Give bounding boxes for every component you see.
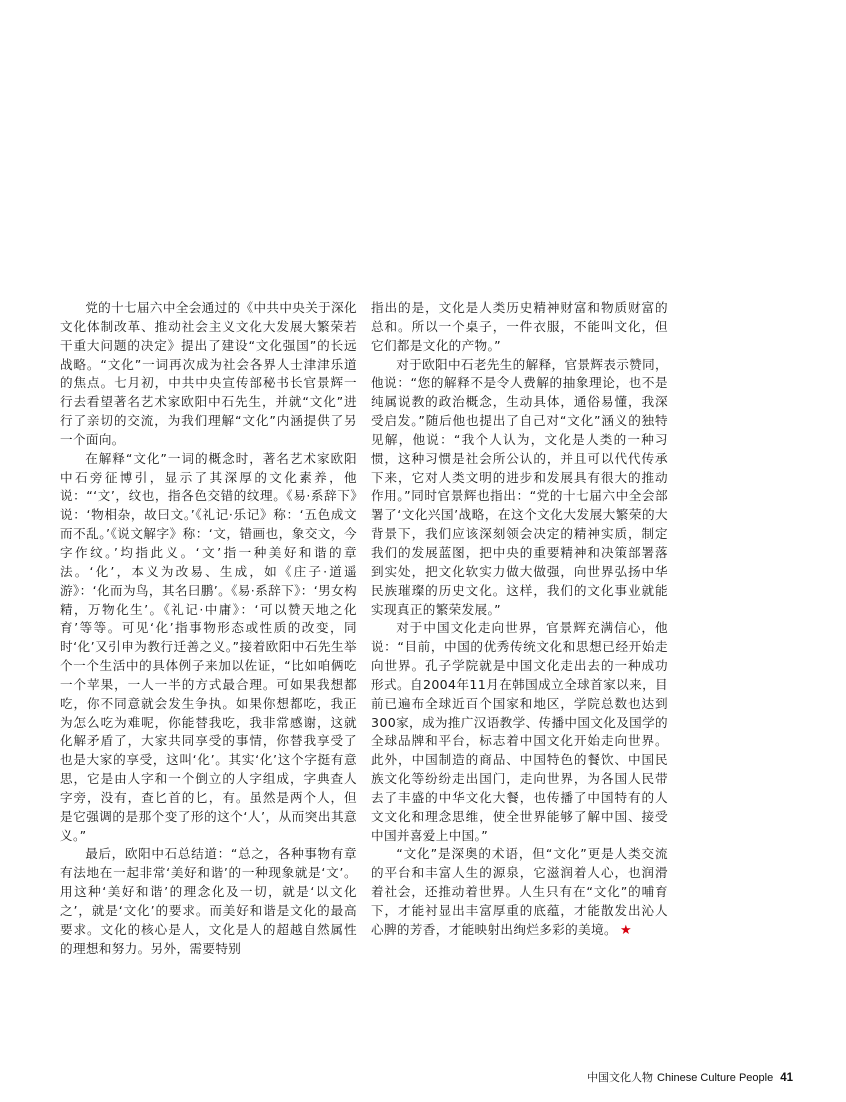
- journal-name-en: Chinese Culture People: [657, 1072, 774, 1084]
- paragraph-culture-goes-global: 对于中国文化走向世界，官景辉充满信心，他说：“目前，中国的优秀传统文化和思想已经开始走向世界。孔子学院就是中国文化走出去的一种成功形式。自2004年11月在韩国成立全球首家以来，目前已遍布全球近百个国家和地区，学院总数也达到300家，成为推广汉语教学、传播中国文化及国学的全球品牌和平台，标志着中国文化开始走向世界。此外，中国制造的商品、中国特色的餐饮、中国民族文化等纷纷走出国门，走向世界，为各国人民带去了丰盛的中华文化大餐，也传播了中国特有的人文文化和理念思维，使全世界能够了解中国、接受中国并喜爱上中国。”: [371, 620, 668, 843]
- paragraph-intro: 党的十七届六中全会通过的《中共中央关于深化文化体制改革、推动社会主义文化大发展大繁荣若干重大问题的决定》提出了建设“文化强国”的长远战略。“文化”一词再次成为社会各界人士津津乐道的焦点。七月初，中共中央宣传部秘书长官景辉一行去看望著名艺术家欧阳中石先生，并就“文化”进行了亲切的交流，为我们理解“文化”内涵提供了另一个面向。: [60, 300, 358, 447]
- article-right-column: [371, 299, 668, 941]
- paragraph-closing-text: “文化”是深奥的术语，但“文化”更是人类交流的平台和丰富人生的源泉，它滋润着人心，也润滑着社会，还推动着世界。人生只有在“文化”的哺育下，才能衬显出丰富厚重的底蕴，才能散发出沁人心脾的芳香，才能映射出绚烂多彩的美境。: [371, 846, 668, 937]
- journal-name-cn: 中国文化人物: [587, 1072, 654, 1084]
- article-end-star-icon: ★: [619, 922, 632, 938]
- page-footer: [587, 1071, 793, 1085]
- paragraph-continuation: 指出的是，文化是人类历史精神财富和物质财富的总和。所以一个桌子，一件衣服，不能叫文化，但它们都是文化的产物。”: [371, 300, 668, 353]
- paragraph-ouyang-conclusion: 最后，欧阳中石总结道：“总之，各种事物有章有法地在一起非常‘美好和谐’的一种现象就是‘文’。用这种‘美好和谐’的理念化及一切，就是‘以文化之’，就是‘文化’的要求。而美好和谐是文化的最高要求。文化的核心是人，文化是人的超越自然属性的理想和努力。另外，需要特别: [60, 846, 357, 956]
- article-left-column: [60, 299, 357, 959]
- paragraph-ouyang-explanation: 在解释“文化”一词的概念时，著名艺术家欧阳中石旁征博引，显示了其深厚的文化素养，他说：“‘文’，纹也，指各色交错的纹理。《易·系辞下》说：‘物相杂，故曰文。’《礼记·乐记》称：‘五色成文而不乱。’《说文解字》称：‘文，错画也，象交文，今字作纹。’均指此义。‘文’指一种美好和谐的章法。‘化’，本义为改易、生成，如《庄子·道遥游》：‘化而为鸟，其名曰鹏’。《易·系辞下》：‘男女构精，万物化生’。《礼记·中庸》：‘可以赞天地之化育’等等。可见‘化’指事物形态或性质的改变，同时‘化’又引申为教行迁善之义。”接着欧阳中石先生举个一个生活中的具体例子来加以佐证，“比如咱俩吃一个苹果，一人一半的方式最合理。可如果我想都吃，你不同意就会发生争执。如果你想都吃，我正为怎么吃为难呢，你能替我吃，我非常感谢，这就化解矛盾了，大家共同享受的事情，你替我享受了也是大家的享受，这叫‘化’。其实‘化’这个字挺有意思，它是由人字和一个倒立的人字组成，字典查人字旁，没有，查匕首的匕，有。虽然是两个人，但是它强调的是那个变了形的这个‘人’，从而突出其意义。”: [60, 450, 357, 843]
- paragraph-closing: [371, 845, 668, 940]
- paragraph-guan-jinghui-response: 对于欧阳中石老先生的解释，官景辉表示赞同，他说：“您的解释不是令人费解的抽象理论，也不是纯属说教的政治概念，生动具体，通俗易懂，我深受启发。”随后他也提出了自己对“文化”涵义的独特见解，他说：“我个人认为，文化是人类的一种习惯，这种习惯是社会所公认的，并且可以代代传承下来，它对人类文明的进步和发展具有很大的推动作用。”同时官景辉也指出：“党的十七届六中全会部署了‘文化兴国’战略，在这个文化大发展大繁荣的大背景下，我们应该深刻领会决定的精神实质，制定我们的发展蓝图，把中央的重要精神和决策部署落到实处，把文化软实力做大做强，向世界弘扬中华民族璀璨的历史文化。这样，我们的文化事业就能实现真正的繁荣发展。”: [371, 356, 669, 617]
- page-number: 41: [780, 1072, 793, 1084]
